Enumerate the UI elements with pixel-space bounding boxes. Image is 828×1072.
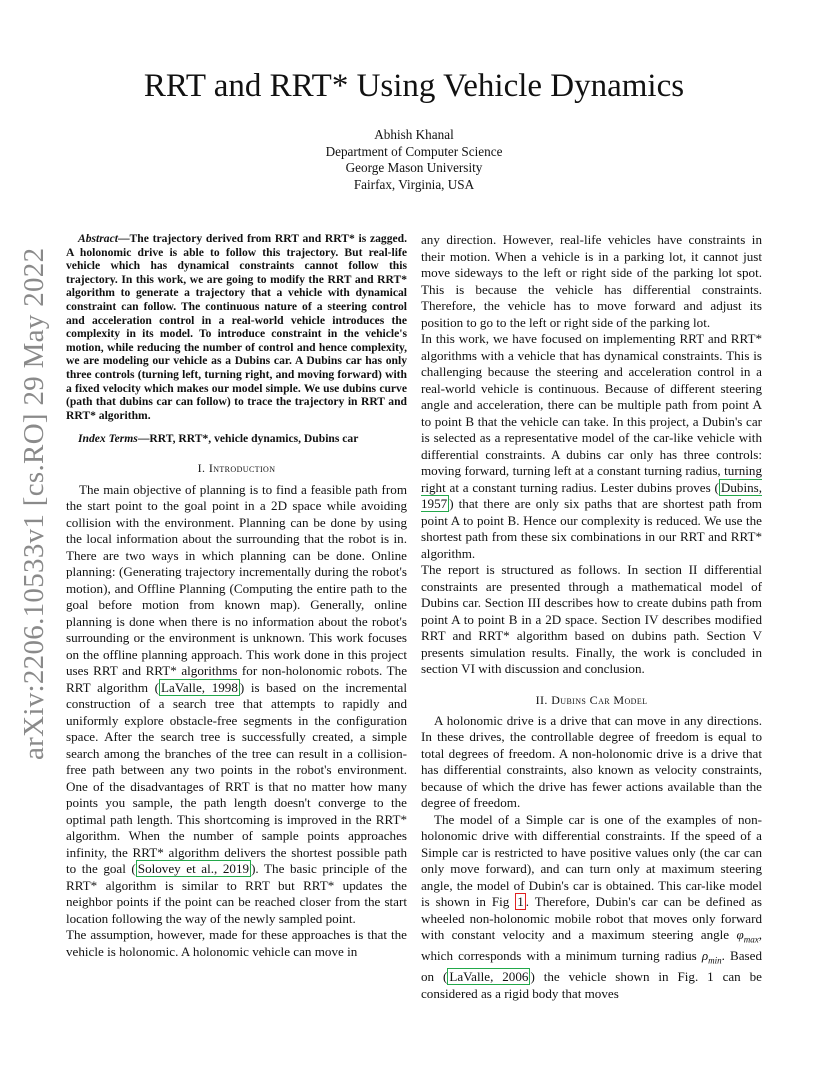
paragraph-text: ) that there are only six paths that are shortest path from point A to point B. Hence our complexity is reduced. We use the shortest path from these six combinations in our RRT and RRT* algorithm. [421,496,762,561]
paragraph [421,331,762,562]
paragraph-text: The model of a Simple car is one of the examples of non-holonomic drive with differential constraints. If the speed of a Simple car is restricted to have positive values only (the car can only move forward), and can turn only at maximum steering angle, the model of Dubin's car is obtained. This car-like model is shown in Fig [421,811,762,909]
paragraph-text: . Based on ( [421,948,762,985]
paragraph: The report is structured as follows. In section II differential constraints are presented through a mathematical model of Dubins car. Section III describes how to create dubins path from point A to point B in a 2D space. Section IV describes modified RRT and RRT* algorithm based on dubins path. Section V presents simulation results. Finally, the work is concluded in section VI with discussion and conclusion. [421,562,762,676]
math-rho-min [701,948,722,966]
section-title: Introduction [208,460,276,475]
arxiv-margin-stamp: arXiv:2206.10533v1 [cs.RO] 29 May 2022 [18,247,50,760]
index-terms-label: Index Terms [78,432,138,446]
section-number: I. [197,460,206,475]
paragraph-text: . Therefore, Dubin's car can be defined as wheeled non-holonomic mobile robot that moves only forward with constant velocity and a maximum steering angle [421,894,763,942]
paragraph-text: , which corresponds with a minimum turning radius [421,927,762,964]
left-column [66,232,407,960]
citation-link[interactable]: Dubins, 1957 [421,479,762,511]
paragraph: any direction. However, real-life vehicles have constraints in their motion. When a vehicle is in a parking lot, it cannot just move sideways to the left or right side of the parking lot spot. This is because the vehicle has differential constraints. Therefore, the vehicle has to move forward and adjust its position to go to the left or right side of the parking lot. [421,232,762,330]
section-number: II. [535,692,548,707]
author-name: Abhish Khanal [374,127,454,142]
figure-reference-link[interactable]: 1 [517,894,524,909]
paragraph-text: The main objective of planning is to find a feasible path from the start point to the goal point in a 2D space while avoiding collision with the environment. Planning can be done by using the local information about the surrounding that the robot is in. There are two ways in which planning can be done. Online planning: (Generating trajectory incrementally during the robot's motion), and Offline Planning (Computing the entire path to the goal before motion from known map). Generally, online planning is done when there is no information about the robot's surrounding or the environment is unknown. This work focuses on the offline planning approach. This work done in this project uses RRT and RRT* algorithms for non-holonomic robots. The RRT algorithm ( [66,481,407,695]
math-subscript: max [743,934,759,945]
math-phi-max [736,927,759,945]
section-heading-introduction [66,460,407,476]
paragraph-text: ). The basic principle of the RRT* algorithm is similar to RRT but RRT* updates the neighbor points if the point can be reached closer from the start location following the way of the newly sampled point. [66,861,408,926]
author-location: Fairfax, Virginia, USA [353,176,475,192]
paragraph [66,482,407,928]
paragraph [421,812,762,1003]
index-terms [66,432,407,446]
abstract-text: —The trajectory derived from RRT and RRT* is zagged. A holonomic drive is able to follow this trajectory. But real-life vehicle which has dynamical constraints cannot follow this trajectory. In this work, we are going to modify the RRT and RRT* algorithm to generate a trajectory that a vehicle with dynamical constraint can follow. The continuous nature of a steering control and acceleration control in a real-world vehicle introduces the complexity in its model. To introduce constraint in the vehicle's motion, while reducing the number of control and hence complexity, we are modeling our vehicle as a Dubins car. A Dubins car has only three controls (turning left, turning right, and moving forward) with a fixed velocity which makes our model simple. We use dubins curve (path that dubins car can follow) to trace the trajectory in RRT and RRT* algorithm. [66,232,407,422]
paragraph-text: In this work, we have focused on implementing RRT and RRT* algorithms with a vehicle that has dynamical constraints. This is challenging because the steering and acceleration control in a real-world vehicle is continuous. Because of different steering angle and acceleration, there can be multiple path from point A to point B that the vehicle can take. In this project, a Dubin's car is selected as a representative model of the car-like vehicle with differential constraints. A dubins car only has three controls: moving forward, turning left at a constant turning radius, turning right at a constant turning radius. Lester dubins proves ( [421,331,762,495]
section-heading-dubins-car-model [421,692,762,708]
author-department: Department of Computer Science [325,143,503,159]
index-terms-text: —RRT, RRT*, vehicle dynamics, Dubins car [137,432,359,446]
paragraph: The assumption, however, made for these approaches is that the vehicle is holonomic. A holonomic vehicle can move in [66,927,407,959]
right-column [421,232,762,1002]
abstract [66,232,407,422]
citation-link[interactable]: LaValle, 1998 [161,679,238,695]
paragraph: A holonomic drive is a drive that can move in any directions. In these drives, the controllable degree of freedom is equal to total degrees of freedom. A non-holonomic drive is a drive that has differential constraints, also known as velocity constraints, because of which the drive has fewer actions available than the degree of freedom. [421,712,762,810]
abstract-label: Abstract [78,232,118,245]
author-block [0,127,828,193]
section-title: Dubins Car Model [551,692,648,707]
paragraph-text: ) is based on the incremental construction of a search tree that attempts to rapidly and uniformly explore obstacle-free segments in the configuration space. After the search tree is successfully created, a simple search among the branches of the tree can result in a collision-free path between any two points in the robot's environment. One of the disadvantages of RRT is that no matter how many points you sample, the path length doesn't converge to the optimal path length. This shortcoming is improved in the RRT* algorithm. When the number of sample points approaches infinity, the RRT* algorithm delivers the shortest possible path to the goal ( [66,679,407,877]
math-symbol: ρ [701,948,709,964]
math-subscript: min [708,955,722,966]
math-symbol: φ [736,927,744,942]
author-university: George Mason University [345,160,483,175]
citation-link[interactable]: LaValle, 2006 [449,969,529,985]
paragraph-text: ) the vehicle shown in Fig. 1 can be considered as a rigid body that moves [421,969,762,1001]
paper-title: RRT and RRT* Using Vehicle Dynamics [143,68,685,104]
citation-link[interactable]: Solovey et al., 2019 [137,861,250,877]
